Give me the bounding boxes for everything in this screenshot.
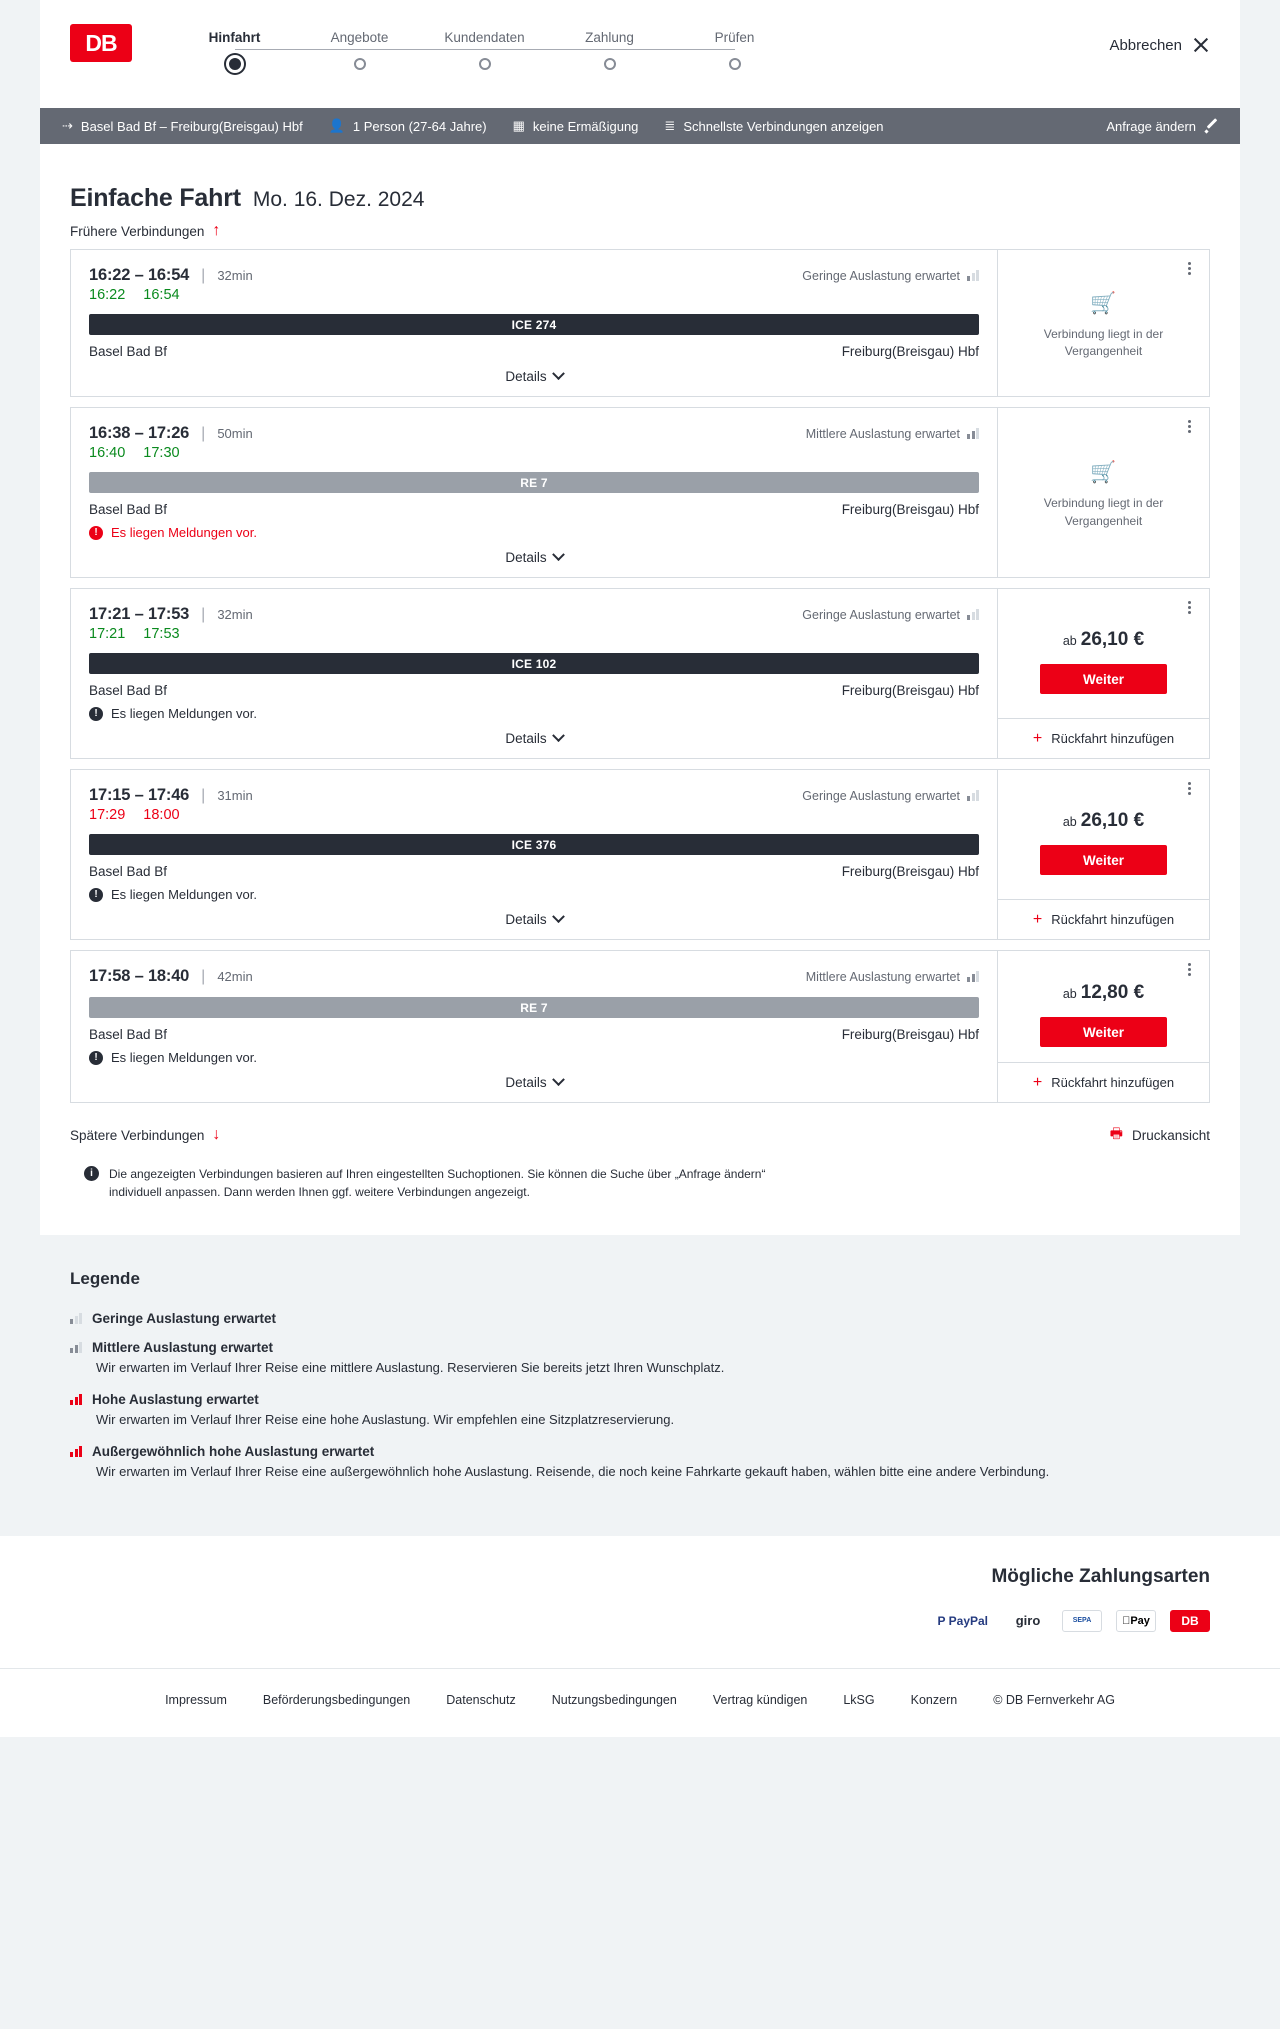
continue-button[interactable]: Weiter	[1040, 845, 1167, 875]
past-connection-notice	[998, 408, 1209, 577]
more-options-button[interactable]	[1181, 418, 1197, 434]
legend-item-description: Wir erwarten im Verlauf Ihrer Reise eine hohe Auslastung. Wir empfehlen eine Sitzplatzreservierung.	[96, 1411, 675, 1427]
cancel-label: Abbrechen	[1109, 36, 1182, 54]
train-badge[interactable]: ICE 102	[89, 653, 979, 674]
legend-item-label: Mittlere Auslastung erwartet	[92, 1340, 274, 1355]
actual-arrival-time: 16:54	[143, 287, 180, 303]
print-view-button[interactable]	[1110, 1113, 1210, 1147]
footer-link-nutzungsbedingungen[interactable]: Nutzungsbedingungen	[551, 1692, 677, 1707]
connection-message-label: Es liegen Meldungen vor.	[111, 887, 257, 902]
origin-station: Basel Bad Bf	[89, 344, 168, 359]
step-dot	[604, 58, 616, 70]
step-dot	[479, 58, 491, 70]
chevron-down-icon	[552, 1073, 565, 1086]
connection-action-panel	[997, 408, 1209, 577]
step-dot	[354, 58, 366, 70]
legend-item	[70, 1311, 1210, 1326]
actual-times	[89, 807, 979, 823]
payment-icon-sepa: SEPA	[1062, 1610, 1102, 1632]
train-badge[interactable]: RE 7	[89, 472, 979, 493]
actual-arrival-time: 17:53	[143, 626, 180, 642]
legend-item-description: Wir erwarten im Verlauf Ihrer Reise eine mittlere Auslastung. Reservieren Sie bereits jetzt Ihren Wunschplatz.	[96, 1360, 725, 1375]
footer-link-konzern[interactable]: Konzern	[910, 1692, 958, 1707]
actual-times	[89, 626, 979, 642]
occupancy-bars-icon	[967, 270, 979, 281]
chevron-down-icon	[552, 910, 565, 923]
step-zahlung[interactable]	[547, 30, 672, 70]
search-note-text: Die angezeigten Verbindungen basieren auf Ihren eingestellten Suchoptionen. Sie können die Suche über „Anfrage ändern“ individuell anpassen. Dann werden Ihnen ggf. weitere Verbindungen angezeigt.	[109, 1167, 766, 1199]
footer-link-lksg[interactable]: LkSG	[843, 1692, 875, 1707]
footer-link-datenschutz[interactable]: Datenschutz	[446, 1692, 516, 1707]
divider: |	[201, 605, 206, 623]
printer-icon: 🖶	[1109, 1125, 1123, 1141]
destination-station: Freiburg(Breisgau) Hbf	[841, 864, 979, 879]
connection-action-panel	[997, 951, 1209, 1102]
continue-button[interactable]: Weiter	[1040, 1017, 1167, 1047]
price-block	[998, 589, 1209, 718]
occupancy-bars-icon	[967, 790, 979, 801]
station-row	[89, 502, 979, 517]
occupancy-bars-icon	[70, 1313, 82, 1324]
destination-station: Freiburg(Breisgau) Hbf	[841, 502, 979, 517]
step-connector	[360, 49, 485, 50]
price-prefix: ab	[1062, 634, 1077, 648]
footer-link-beförderungsbedingungen[interactable]: Beförderungsbedingungen	[262, 1692, 411, 1707]
legend-item-header	[70, 1340, 1210, 1355]
price-value: ab 26,10 €	[1062, 810, 1145, 831]
summary-route-label: Basel Bad Bf – Freiburg(Breisgau) Hbf	[80, 118, 303, 134]
edit-search-button[interactable]	[1106, 119, 1218, 134]
connection-time-range: 16:38 – 17:26	[89, 424, 190, 442]
connection-header	[89, 266, 979, 285]
connection-info	[71, 951, 997, 1102]
actual-departure-time: 17:29	[89, 807, 126, 823]
payment-icon-db: DB	[1170, 1610, 1210, 1632]
chevron-down-icon	[552, 729, 565, 742]
copyright-text: © DB Fernverkehr AG	[993, 1692, 1115, 1707]
occupancy-indicator	[806, 970, 979, 984]
step-connector	[235, 49, 360, 50]
occupancy-label: Geringe Auslastung erwartet	[802, 607, 960, 622]
connection-action-panel	[997, 770, 1209, 939]
occupancy-label: Geringe Auslastung erwartet	[802, 788, 960, 803]
search-note	[40, 1147, 830, 1201]
add-return-trip-label: Rückfahrt hinzufügen	[1051, 912, 1175, 927]
legend-item	[70, 1340, 1210, 1378]
destination-station: Freiburg(Breisgau) Hbf	[841, 344, 979, 359]
connection-duration: 32min	[217, 268, 253, 283]
origin-station: Basel Bad Bf	[89, 864, 168, 879]
legend-items	[70, 1311, 1210, 1482]
occupancy-label: Geringe Auslastung erwartet	[802, 268, 960, 283]
legend-item-label: Außergewöhnlich hohe Auslastung erwartet	[92, 1443, 375, 1459]
alert-icon: !	[89, 888, 103, 902]
origin-station: Basel Bad Bf	[89, 502, 168, 517]
summary-passengers-label: 1 Person (27-64 Jahre)	[352, 118, 487, 134]
more-options-button[interactable]	[1181, 260, 1197, 276]
footer-links	[0, 1668, 1280, 1737]
connection-header	[89, 786, 979, 805]
print-view-label: Druckansicht	[1131, 1127, 1210, 1143]
payment-icon-row	[70, 1610, 1210, 1632]
price-block	[998, 951, 1209, 1062]
step-label: Zahlung	[585, 30, 634, 45]
occupancy-indicator	[802, 269, 979, 283]
plus-icon: +	[1032, 1073, 1043, 1091]
past-connection-label: Verbindung liegt in der Vergangenheit	[1043, 326, 1164, 358]
step-kundendaten[interactable]	[422, 30, 547, 70]
info-icon: i	[84, 1166, 99, 1181]
add-return-trip-label: Rückfahrt hinzufügen	[1051, 731, 1175, 746]
trip-date: Mo. 16. Dez. 2024	[252, 188, 425, 211]
actual-departure-time: 16:40	[89, 445, 126, 461]
earlier-connections-button[interactable]	[40, 213, 1240, 239]
cancel-button[interactable]	[1109, 36, 1210, 54]
page-title	[40, 144, 1240, 213]
connection-message[interactable]	[89, 525, 979, 540]
plus-icon: +	[1032, 729, 1043, 747]
step-label: Prüfen	[714, 30, 755, 45]
connection-duration: 31min	[217, 788, 253, 803]
cart-disabled-icon: 🛒	[1090, 291, 1117, 315]
summary-discount[interactable]	[513, 118, 639, 134]
continue-button[interactable]: Weiter	[1040, 664, 1167, 694]
trip-type-title: Einfache Fahrt	[70, 184, 241, 212]
train-badge[interactable]: ICE 376	[89, 834, 979, 855]
arrow-up-icon: ↑	[212, 222, 221, 239]
add-return-trip-button[interactable]	[998, 1062, 1209, 1102]
chevron-down-icon	[552, 367, 565, 380]
connection-info	[71, 408, 997, 577]
connection-time-range: 16:22 – 16:54	[89, 266, 190, 284]
close-icon	[1192, 36, 1210, 54]
connection-card	[70, 950, 1210, 1103]
divider: |	[201, 786, 206, 804]
occupancy-bars-icon	[70, 1394, 82, 1405]
train-badge[interactable]: ICE 274	[89, 314, 979, 335]
connection-info	[71, 589, 997, 758]
more-options-button[interactable]	[1181, 599, 1197, 615]
app-header	[40, 0, 1240, 108]
details-label: Details	[505, 550, 547, 565]
occupancy-bars-icon	[967, 971, 979, 982]
past-connection-notice	[998, 250, 1209, 396]
step-label: Angebote	[330, 30, 389, 45]
step-dot	[229, 58, 241, 70]
actual-arrival-time: 17:30	[143, 445, 180, 461]
step-label: Hinfahrt	[208, 30, 261, 45]
details-toggle[interactable]	[89, 731, 979, 748]
occupancy-label: Mittlere Auslastung erwartet	[805, 969, 960, 984]
details-toggle[interactable]	[89, 912, 979, 929]
later-connections-label: Spätere Verbindungen	[70, 1127, 205, 1143]
occupancy-bars-icon	[70, 1342, 82, 1353]
past-connection-label: Verbindung liegt in der Vergangenheit	[1043, 496, 1164, 528]
connection-duration: 42min	[217, 969, 253, 984]
step-prüfen[interactable]	[672, 30, 797, 70]
connection-time-range: 17:15 – 17:46	[89, 786, 190, 804]
connection-action-panel	[997, 250, 1209, 396]
connection-message[interactable]	[89, 706, 979, 721]
results-footer-row	[40, 1113, 1240, 1147]
more-options-button[interactable]	[1181, 780, 1197, 796]
station-row	[89, 864, 979, 879]
occupancy-bars-icon	[967, 609, 979, 620]
plus-icon: +	[1032, 910, 1043, 928]
step-angebote[interactable]	[297, 30, 422, 70]
step-hinfahrt[interactable]	[172, 30, 297, 70]
search-summary-bar	[40, 108, 1240, 144]
footer-link-vertrag-kündigen[interactable]: Vertrag kündigen	[712, 1692, 808, 1707]
train-badge[interactable]: RE 7	[89, 997, 979, 1018]
step-dot	[729, 58, 741, 70]
pencil-icon	[1205, 120, 1218, 133]
alert-icon: !	[89, 526, 103, 540]
payment-icon-apple-pay: Pay	[1116, 1610, 1156, 1632]
connection-card	[70, 769, 1210, 940]
actual-departure-time: 17:21	[89, 626, 126, 642]
filter-icon: ≣	[664, 118, 676, 133]
station-row	[89, 1027, 979, 1042]
actual-arrival-time: 18:00	[143, 807, 180, 823]
divider: |	[201, 967, 206, 985]
connection-info	[71, 770, 997, 939]
station-row	[89, 344, 979, 359]
payment-methods-section	[0, 1536, 1280, 1668]
price-block	[998, 770, 1209, 899]
legend-item-label: Geringe Auslastung erwartet	[92, 1311, 277, 1326]
connection-info	[71, 250, 997, 396]
details-toggle[interactable]	[89, 369, 979, 386]
occupancy-indicator	[806, 427, 979, 441]
alert-icon: !	[89, 1051, 103, 1065]
connection-message-label: Es liegen Meldungen vor.	[111, 525, 257, 540]
connection-message[interactable]	[89, 887, 979, 902]
connection-header	[89, 967, 979, 986]
details-label: Details	[505, 1075, 547, 1090]
details-label: Details	[505, 731, 547, 746]
divider: |	[201, 266, 206, 284]
route-icon: ⇢	[62, 118, 73, 133]
payment-icon-giropay: giro	[1008, 1610, 1048, 1632]
connection-duration: 32min	[217, 607, 253, 622]
legend-item	[70, 1444, 1210, 1482]
payment-title: Mögliche Zahlungsarten	[991, 1565, 1210, 1587]
occupancy-indicator	[802, 608, 979, 622]
connection-header	[89, 424, 979, 443]
card-icon: ▦	[512, 118, 525, 133]
destination-station: Freiburg(Breisgau) Hbf	[841, 1027, 979, 1042]
legend-item-label: Hohe Auslastung erwartet	[92, 1391, 259, 1407]
later-connections-button[interactable]	[70, 1117, 250, 1143]
price-prefix: ab	[1062, 815, 1077, 829]
occupancy-bars-icon	[967, 428, 979, 439]
details-label: Details	[505, 912, 547, 927]
price-prefix: ab	[1062, 987, 1077, 1001]
divider: |	[201, 424, 206, 442]
connection-header	[89, 605, 979, 624]
connection-time-range: 17:21 – 17:53	[89, 605, 190, 623]
connection-time-range: 17:58 – 18:40	[89, 967, 190, 985]
actual-times	[89, 287, 979, 303]
connection-card	[70, 249, 1210, 397]
legend-item-header	[70, 1444, 1210, 1459]
edit-search-label: Anfrage ändern	[1106, 118, 1196, 134]
add-return-trip-button[interactable]	[998, 718, 1209, 758]
db-logo[interactable]: DB	[70, 24, 132, 62]
legend-section	[0, 1235, 1280, 1536]
payment-icon-paypal: P PayPal	[932, 1610, 994, 1632]
legend-item	[70, 1392, 1210, 1430]
summary-option-label: Schnellste Verbindungen anzeigen	[683, 118, 884, 134]
connection-action-panel	[997, 589, 1209, 758]
legend-item-header	[70, 1392, 1210, 1407]
step-connector	[485, 49, 610, 50]
step-connector	[610, 49, 735, 50]
actual-departure-time: 16:22	[89, 287, 126, 303]
actual-times	[89, 445, 979, 461]
price-value: ab 12,80 €	[1062, 982, 1145, 1003]
destination-station: Freiburg(Breisgau) Hbf	[841, 683, 979, 698]
summary-route[interactable]	[62, 118, 303, 134]
footer-link-impressum[interactable]: Impressum	[165, 1692, 227, 1707]
add-return-trip-button[interactable]	[998, 899, 1209, 939]
legend-item-description: Wir erwarten im Verlauf Ihrer Reise eine außergewöhnlich hohe Auslastung. Reisende, die noch keine Fahrkarte gekauft haben, wählen bitte eine andere Verbindung.	[96, 1463, 1050, 1479]
legend-title: Legende	[70, 1269, 140, 1288]
occupancy-label: Mittlere Auslastung erwartet	[805, 426, 960, 441]
summary-discount-label: keine Ermäßigung	[532, 118, 639, 134]
arrow-down-icon: ↓	[212, 1126, 221, 1143]
details-toggle[interactable]	[89, 1075, 979, 1092]
alert-icon: !	[89, 707, 103, 721]
details-label: Details	[505, 369, 547, 384]
connection-list	[40, 239, 1240, 1103]
add-return-trip-label: Rückfahrt hinzufügen	[1051, 1075, 1175, 1090]
connection-message-label: Es liegen Meldungen vor.	[111, 706, 257, 721]
occupancy-bars-icon	[70, 1446, 82, 1457]
occupancy-indicator	[802, 789, 979, 803]
connection-duration: 50min	[217, 426, 253, 441]
price-value: ab 26,10 €	[1062, 629, 1145, 650]
origin-station: Basel Bad Bf	[89, 683, 168, 698]
summary-option[interactable]	[664, 118, 883, 134]
checkout-stepper	[172, 30, 797, 70]
person-icon: 👤	[328, 118, 345, 133]
connection-card	[70, 588, 1210, 759]
summary-passengers[interactable]	[329, 118, 487, 134]
results-panel	[40, 144, 1240, 1235]
chevron-down-icon	[552, 548, 565, 561]
more-options-button[interactable]	[1181, 961, 1197, 977]
details-toggle[interactable]	[89, 550, 979, 567]
cart-disabled-icon: 🛒	[1090, 461, 1117, 485]
legend-item-header	[70, 1311, 1210, 1326]
step-label: Kundendaten	[444, 30, 525, 45]
connection-card	[70, 407, 1210, 578]
earlier-connections-label: Frühere Verbindungen	[70, 223, 205, 239]
connection-message-label: Es liegen Meldungen vor.	[111, 1050, 257, 1065]
connection-message[interactable]	[89, 1050, 979, 1065]
station-row	[89, 683, 979, 698]
origin-station: Basel Bad Bf	[89, 1027, 168, 1042]
